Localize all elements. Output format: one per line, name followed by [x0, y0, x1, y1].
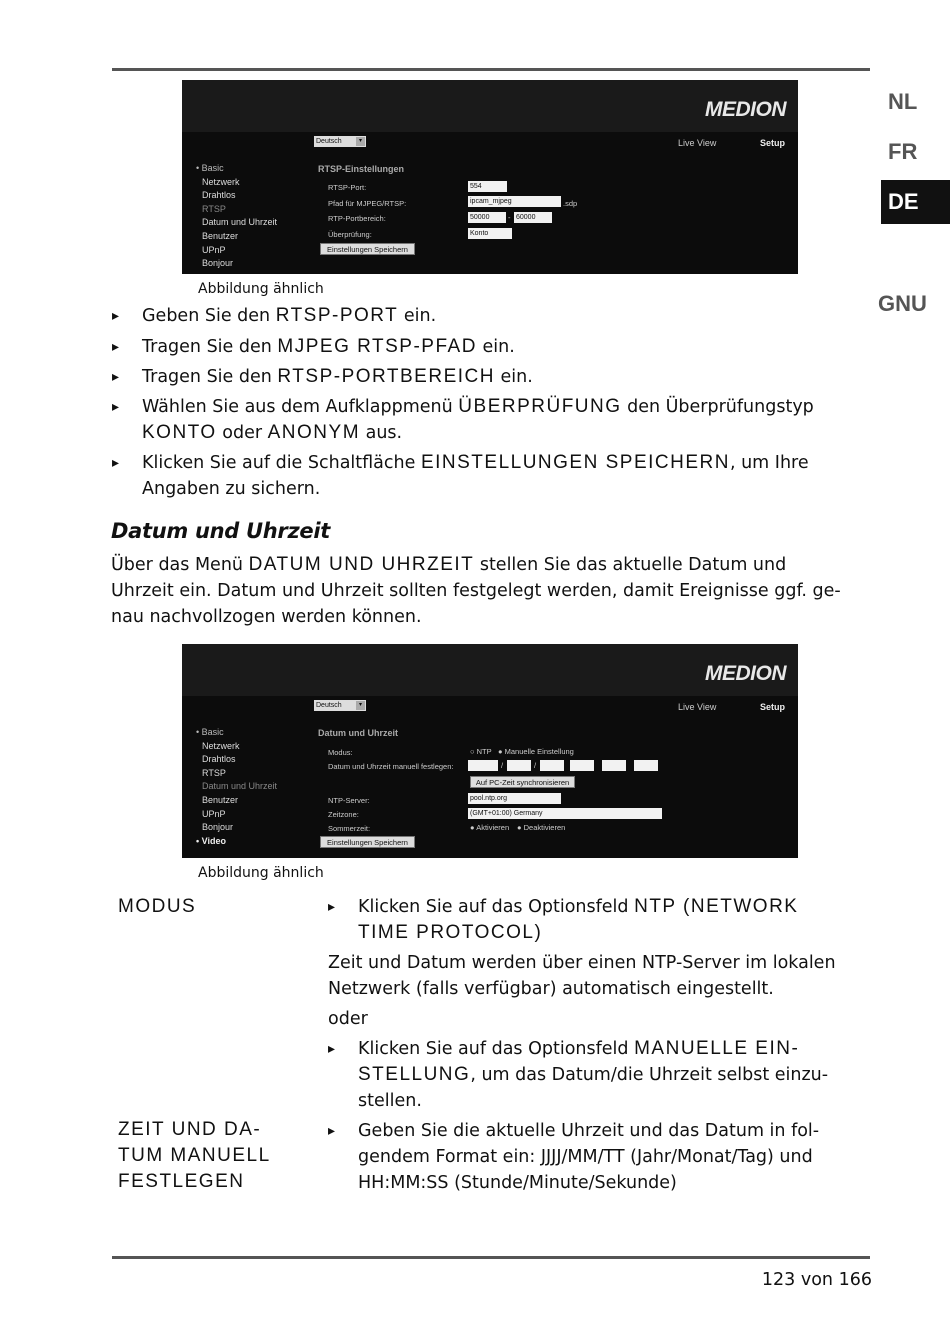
- section-title: RTSP-Einstellungen: [318, 164, 405, 174]
- check-select[interactable]: Konto: [468, 228, 512, 239]
- live-view-link[interactable]: Live View: [678, 138, 717, 148]
- instruction-4: ▸ Wählen Sie aus dem Aufklappmenü ÜBERPRÜFUNG den Überprüfungstyp KONTO oder ANONYM aus.: [112, 396, 814, 443]
- dst-off-radio[interactable]: ● Deaktivieren: [517, 823, 566, 832]
- month-input[interactable]: [507, 760, 531, 771]
- sidebar-item-upnp[interactable]: UPnP: [202, 244, 226, 255]
- page-number: 123 von 166: [761, 1270, 872, 1290]
- sync-pc-time-button[interactable]: Auf PC-Zeit synchronisieren: [470, 776, 575, 788]
- day-input[interactable]: [540, 760, 564, 771]
- path-suffix: .sdp: [563, 199, 578, 208]
- figure-caption-1: Abbildung ähnlich: [198, 281, 324, 297]
- bottom-rule: [112, 1256, 870, 1259]
- check-label: Überprüfung:: [328, 230, 372, 239]
- dst-label: Sommerzeit:: [328, 824, 371, 833]
- table-label-modus: MODUS: [118, 896, 197, 917]
- instruction-5: ▸ Klicken Sie auf die Schaltfläche EINSTELLUNGEN SPEICHERN, um Ihre Angaben zu sichern.: [112, 452, 809, 499]
- paragraph: Netzwerk (falls verfügbar) automatisch eingestellt.: [328, 979, 774, 999]
- year-input[interactable]: [468, 760, 498, 771]
- figure-caption-2: Abbildung ähnlich: [198, 865, 324, 881]
- sidebar-item-video[interactable]: • Video: [196, 835, 226, 846]
- sidebar-item-datum[interactable]: Datum und Uhrzeit: [202, 781, 278, 792]
- top-rule: [112, 68, 870, 71]
- dst-on-radio[interactable]: ● Aktivieren: [470, 823, 510, 832]
- sidebar-item-netzwerk[interactable]: Netzwerk: [202, 176, 240, 187]
- rtsp-port-input[interactable]: 554: [468, 181, 507, 192]
- table-label-manual: ZEIT UND DA- TUM MANUELL FESTLEGEN: [118, 1119, 271, 1192]
- instruction-2: ▸ Tragen Sie den MJPEG RTSP-PFAD ein.: [112, 334, 872, 360]
- arrow-right-icon: ▸: [328, 899, 336, 915]
- sidebar-item-benutzer[interactable]: Benutzer: [202, 230, 239, 241]
- section-title: Datum und Uhrzeit: [318, 728, 398, 738]
- sidebar-item-rtsp[interactable]: RTSP: [202, 203, 226, 214]
- lang-tab-fr[interactable]: FR: [888, 139, 918, 164]
- minute-input[interactable]: [602, 760, 626, 771]
- instruction-3: ▸ Tragen Sie den RTSP-PORTBEREICH ein.: [112, 364, 872, 390]
- setup-link[interactable]: Setup: [760, 702, 786, 712]
- date-separator-2: /: [534, 761, 537, 770]
- arrow-right-icon: ▸: [112, 308, 120, 324]
- timezone-label: Zeitzone:: [328, 810, 359, 819]
- section-heading: Datum und Uhrzeit: [111, 519, 330, 543]
- list-item: ▸ Klicken Sie auf das Optionsfeld MANUELLE EIN- STELLUNG, um das Datum/die Uhrzeit selbst einzu- stellen.: [328, 1038, 829, 1111]
- medion-logo: MEDION: [705, 98, 786, 121]
- rtp-from-input[interactable]: 50000: [468, 212, 506, 223]
- sidebar-item-drahtlos[interactable]: Drahtlos: [202, 190, 236, 201]
- paragraph: Zeit und Datum werden über einen NTP-Server im lokalen: [328, 953, 836, 973]
- lang-tab-de[interactable]: DE: [881, 180, 950, 224]
- sidebar-item-benutzer[interactable]: Benutzer: [202, 794, 239, 805]
- rtp-to-input[interactable]: 60000: [514, 212, 552, 223]
- table-cell-modus: [328, 894, 868, 1114]
- mode-manual-radio[interactable]: ● Manuelle Einstellung: [498, 747, 574, 756]
- instruction-1: ▸ Geben Sie den RTSP-PORT ein.: [112, 303, 872, 329]
- sidebar-item-bonjour[interactable]: Bonjour: [202, 822, 234, 833]
- list-item: ▸ Geben Sie die aktuelle Uhrzeit und das Datum in fol- gendem Format ein: JJJJ/MM/TT (Jahr/Monat/Tag) und HH:MM:SS (Stunde/Minute/Sekunde): [328, 1118, 868, 1196]
- ntp-server-input[interactable]: pool.ntp.org: [468, 793, 561, 804]
- manual-date-label: Datum und Uhrzeit manuell festlegen:: [328, 762, 454, 771]
- save-settings-button[interactable]: Einstellungen Speichern: [320, 836, 415, 848]
- table-cell-manual: [328, 1118, 868, 1196]
- screenshot-rtsp-settings: [182, 80, 798, 274]
- sidebar-item-datum[interactable]: Datum und Uhrzeit: [202, 217, 278, 228]
- lang-tab-nl[interactable]: NL: [888, 89, 918, 114]
- chevron-down-icon: ▾: [356, 701, 365, 710]
- screenshot-date-time-settings: [182, 644, 798, 858]
- language-select[interactable]: Deutsch ▾: [314, 136, 366, 147]
- arrow-right-icon: ▸: [112, 339, 120, 355]
- sidebar-item-upnp[interactable]: UPnP: [202, 808, 226, 819]
- sidebar-item-rtsp[interactable]: RTSP: [202, 767, 226, 778]
- save-settings-button[interactable]: Einstellungen Speichern: [320, 243, 415, 255]
- lang-tab-gnu[interactable]: GNU: [878, 291, 927, 316]
- paragraph-or: oder: [328, 1009, 368, 1029]
- arrow-right-icon: ▸: [112, 369, 120, 385]
- arrow-right-icon: ▸: [328, 1123, 336, 1139]
- rtp-separator: -: [508, 213, 511, 222]
- second-input[interactable]: [634, 760, 658, 771]
- hour-input[interactable]: [570, 760, 594, 771]
- sidebar-heading: • Basic: [196, 727, 224, 737]
- live-view-link[interactable]: Live View: [678, 702, 717, 712]
- medion-logo: MEDION: [705, 662, 786, 685]
- intro-paragraph: Über das Menü DATUM UND UHRZEIT stellen Sie das aktuelle Datum und Uhrzeit ein. Datum und Uhrzeit sollten festgelegt werden, damit Ereignisse ggf. ge- nau nachvollzogen werden können.: [111, 554, 841, 627]
- chevron-down-icon: ▾: [356, 137, 365, 146]
- sidebar-heading: • Basic: [196, 163, 224, 173]
- sidebar-item-bonjour[interactable]: Bonjour: [202, 258, 234, 269]
- path-label: Pfad für MJPEG/RTSP:: [328, 199, 407, 208]
- date-separator-1: /: [501, 761, 504, 770]
- sidebar-menu: [196, 726, 277, 848]
- sidebar-menu: [196, 162, 277, 271]
- path-input[interactable]: ipcam_mjpeg: [468, 196, 561, 207]
- mode-label: Modus:: [328, 748, 353, 757]
- language-select[interactable]: Deutsch ▾: [314, 700, 366, 711]
- rtsp-port-label: RTSP-Port:: [328, 183, 367, 192]
- sidebar-item-drahtlos[interactable]: Drahtlos: [202, 754, 236, 765]
- sidebar-item-netzwerk[interactable]: Netzwerk: [202, 740, 240, 751]
- arrow-right-icon: ▸: [112, 399, 120, 415]
- arrow-right-icon: ▸: [328, 1041, 336, 1057]
- ntp-server-label: NTP-Server:: [328, 796, 370, 805]
- setup-link[interactable]: Setup: [760, 138, 786, 148]
- list-item: ▸ Klicken Sie auf das Optionsfeld NTP (NETWORK TIME PROTOCOL): [328, 896, 799, 943]
- timezone-select[interactable]: (GMT+01:00) Germany: [468, 808, 662, 819]
- rtp-range-label: RTP-Portbereich:: [328, 214, 386, 223]
- arrow-right-icon: ▸: [112, 455, 120, 471]
- mode-ntp-radio[interactable]: ○ NTP: [470, 747, 492, 756]
